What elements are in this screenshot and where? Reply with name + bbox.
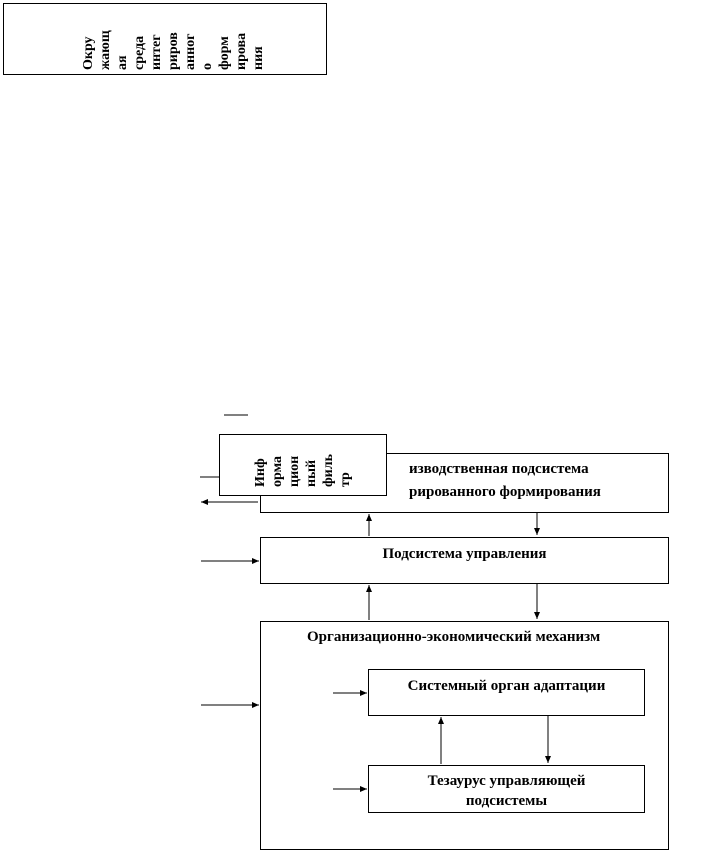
environment-line: ая <box>115 55 130 70</box>
adaptation-organ-label: Системный орган адаптации <box>407 678 606 694</box>
environment-line: среда <box>132 35 147 70</box>
environment-line: ния <box>251 46 266 70</box>
information-filter-line: тр <box>338 472 353 487</box>
information-filter-line: орма <box>270 455 285 487</box>
information-filter-line: филь <box>321 453 336 487</box>
mechanism-title: Организационно-экономический механизм <box>307 629 601 645</box>
management-subsystem-label: Подсистема управления <box>382 546 547 562</box>
production-subsystem-label-2: рированного формирования <box>409 484 601 500</box>
information-filter-line: ный <box>304 459 319 487</box>
environment-line: интег <box>149 34 164 70</box>
environment-line: о <box>200 63 215 70</box>
thesaurus-label-1: Тезаурус управляющей <box>427 773 586 789</box>
environment-line: Окру <box>81 36 96 70</box>
production-subsystem-label-1: изводственная подсистема <box>409 461 589 477</box>
environment-line: риров <box>166 32 181 70</box>
information-filter-line: цион <box>287 455 302 487</box>
environment-line: анног <box>183 33 198 70</box>
thesaurus-label-2: подсистемы <box>465 793 548 809</box>
environment-line: форм <box>217 36 232 70</box>
environment-line: ирова <box>234 32 249 70</box>
information-filter-line: Инф <box>253 458 268 487</box>
environment-line: жающ <box>98 30 113 70</box>
